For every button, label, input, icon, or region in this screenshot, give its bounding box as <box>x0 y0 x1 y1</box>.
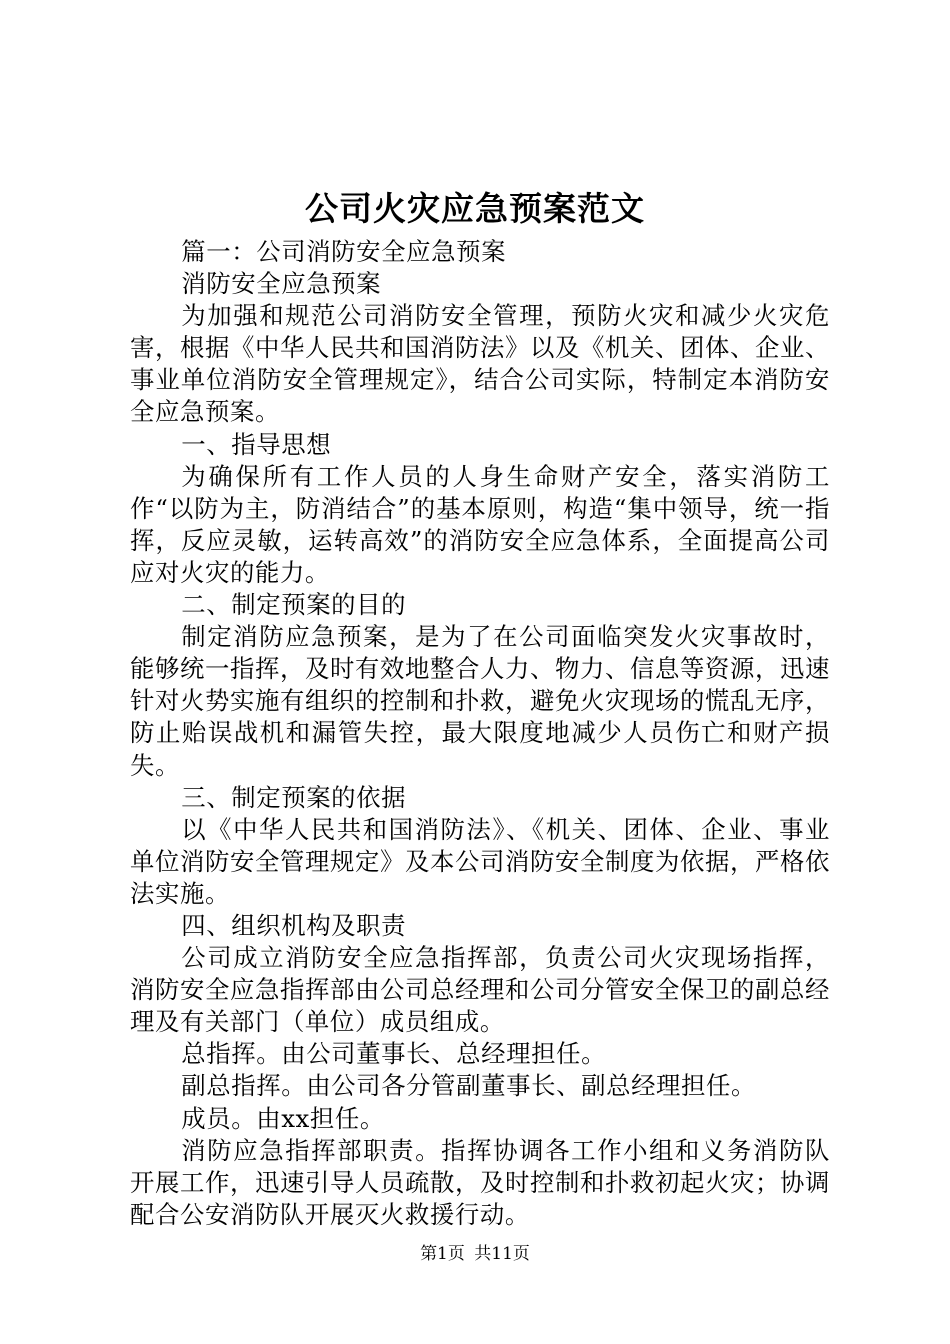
paragraph-members: 成员。由xx担任。 <box>181 1103 385 1133</box>
section-heading-purpose: 二、制定预案的目的 <box>181 590 407 620</box>
paragraph-commander: 总指挥。由公司董事长、总经理担任。 <box>181 1039 607 1069</box>
page-footer: 第1页 共11页 <box>420 1244 530 1264</box>
subtitle-plan: 消防安全应急预案 <box>181 269 382 299</box>
document-title: 公司火灾应急预案范文 <box>305 189 645 228</box>
section-heading-basis: 三、制定预案的依据 <box>181 782 407 812</box>
paragraph-organization: 公司成立消防安全应急指挥部，负责公司火灾现场指挥，消防安全应急指挥部由公司总经理和公司分管安全保卫的副总经理及有关部门（单位）成员组成。 <box>130 943 830 1037</box>
document-body <box>130 236 830 1231</box>
paragraph-basis: 以《中华人民共和国消防法》、《机关、团体、企业、事业单位消防安全管理规定》及本公司消防安全制度为依据，严格依法实施。 <box>130 814 830 908</box>
paragraph-guiding-thought: 为确保所有工作人员的人身生命财产安全，落实消防工作“以防为主，防消结合”的基本原则，构造“集中领导，统一指挥，反应灵敏，运转高效”的消防安全应急体系，全面提高公司应对火灾的能力。 <box>130 461 830 587</box>
section-heading-organization: 四、组织机构及职责 <box>181 910 407 940</box>
paragraph-duties: 消防应急指挥部职责。指挥协调各工作小组和义务消防队开展工作，迅速引导人员疏散，及时控制和扑救初起火灾；协调配合公安消防队开展灭火救援行动。 <box>130 1135 830 1229</box>
paragraph-purpose: 制定消防应急预案，是为了在公司面临突发火灾事故时，能够统一指挥，及时有效地整合人力、物力、信息等资源，迅速针对火势实施有组织的控制和扑救，避免火灾现场的慌乱无序，防止贻误战机和漏管失控，最大限度地减少人员伤亡和财产损失。 <box>130 622 830 780</box>
paragraph-intro: 为加强和规范公司消防安全管理，预防火灾和减少火灾危害，根据《中华人民共和国消防法》以及《机关、团体、企业、事业单位消防安全管理规定》，结合公司实际，特制定本消防安全应急预案。 <box>130 301 830 427</box>
section-heading-guiding-thought: 一、指导思想 <box>181 429 332 459</box>
section-heading-part-one: 篇一：公司消防安全应急预案 <box>181 237 507 266</box>
paragraph-deputy-commander: 副总指挥。由公司各分管副董事长、副总经理担任。 <box>181 1071 757 1101</box>
